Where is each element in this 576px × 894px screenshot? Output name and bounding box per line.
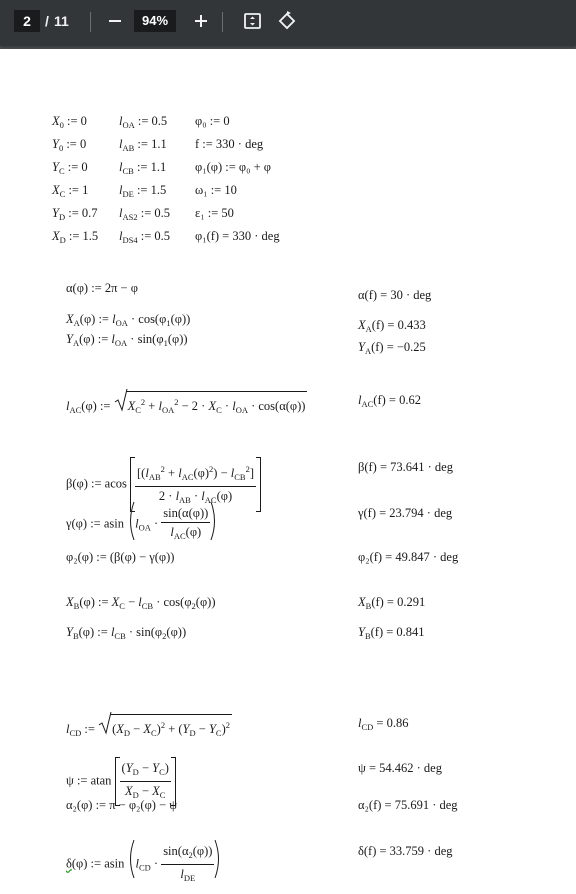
rotate-button[interactable] (274, 8, 300, 34)
result-psi: ψ = 54.462 · deg (358, 761, 442, 775)
def-phi0: φ₀ := 0 (195, 114, 230, 128)
result-beta: β(f) = 73.641 · deg (358, 460, 453, 474)
document-page (0, 49, 576, 894)
def-yc: $Y_C$ := 0 (52, 160, 88, 176)
formula-alpha: α(φ) := 2π − φ (66, 281, 138, 295)
def-lcb: $l_{CB}$ := 1.1 (119, 160, 167, 176)
result-delta: δ(f) = 33.759 · deg (358, 844, 453, 858)
result-lac: $l_{AC}(f) = 0.62$ (358, 393, 421, 409)
result-alpha2: α₂(f) = 75.691 · deg (358, 798, 458, 812)
def-lde: $l_{DE}$ := 1.5 (119, 183, 167, 199)
formula-lac: $l_{AC}(\varphi)$ := $X_C^2 + l_{OA}^2 - 2 \cdot X_C \cdot l_{OA} \cdot \cos(\alpha(\varphi))$ (66, 391, 307, 418)
formula-yb: $Y_B(\varphi)$ := $l_{CB} \cdot \sin(\varphi_2(\varphi))$ (66, 625, 187, 641)
formula-delta: δ(φ) := asin $l_{CD}$ · $\frac{\sin(\alpha_2(\varphi))}{l_{DE}}$ (66, 843, 222, 886)
result-xa: $X_A(f) = 0.433$ (358, 318, 426, 334)
def-f: f := 330 · deg (195, 137, 264, 151)
formula-gamma: γ(φ) := asin $l_{OA}$ · $\frac{\sin(\alpha(\varphi))}{l_{AC}(\varphi)}$ (66, 505, 218, 544)
def-omega1: ω₁ := 10 (195, 183, 237, 197)
toolbar-divider (222, 12, 223, 32)
result-alpha: α(f) = 30 · deg (358, 288, 432, 302)
res-phi1: φ₁(f) = 330 · deg (195, 229, 280, 243)
formula-xa: $X_A(\varphi)$ := $l_{OA} \cdot \cos(\varphi_1(\varphi))$ (66, 312, 191, 328)
formula-ya: $Y_A(\varphi)$ := $l_{OA} \cdot \sin(\varphi_1(\varphi))$ (66, 332, 188, 348)
result-lcd: $l_{CD} = 0.86$ (358, 716, 409, 732)
def-x0: $X_0$ := 0 (52, 114, 87, 130)
def-yd: $Y_D$ := 0.7 (52, 206, 98, 222)
def-xc: $X_C$ := 1 (52, 183, 89, 199)
toolbar-divider (90, 12, 91, 32)
result-xb: $X_B(f) = 0.291$ (358, 595, 426, 611)
formula-xb: $X_B(\varphi)$ := $X_C - l_{CB} \cdot \cos(\varphi_2(\varphi))$ (66, 595, 216, 611)
page-separator: / (45, 13, 49, 29)
result-ya: $Y_A(f) = -0.25$ (358, 340, 426, 356)
def-y0: $Y_0$ := 0 (52, 137, 87, 153)
def-loa: $l_{OA}$ := 0.5 (119, 114, 168, 130)
def-phi1: φ₁(φ) := φ₀ + φ (195, 160, 271, 174)
formula-alpha2: α₂(φ) := π − φ₂(φ) − ψ (66, 798, 178, 812)
total-pages: 11 (54, 13, 69, 29)
def-eps1: ε₁ := 50 (195, 206, 234, 220)
result-yb: $Y_B(f) = 0.841$ (358, 625, 425, 641)
formula-psi: ψ := atan $\frac{(Y_D - Y_C)}{X_D - X_C}$ (66, 759, 176, 804)
zoom-level-input[interactable]: 94% (134, 10, 176, 32)
def-lab: $l_{AB}$ := 1.1 (119, 137, 167, 153)
minus-icon (102, 8, 128, 34)
formula-beta: β(φ) := acos $\frac{[(l_{AB}^2 + l_{AC}(\varphi)^2) - l_{CB}^2]}{2 \cdot l_{AB} \cdot l_{AC}(\varphi)}$ (66, 459, 261, 510)
plus-icon (188, 8, 214, 34)
zoom-out-button[interactable] (102, 8, 128, 34)
fit-page-icon (240, 8, 266, 34)
fit-page-button[interactable] (240, 8, 266, 34)
page-number-input[interactable]: 2 (14, 10, 40, 32)
formula-phi2: φ₂(φ) := (β(φ) − γ(φ)) (66, 550, 175, 564)
def-las2: $l_{AS2}$ := 0.5 (119, 206, 171, 222)
result-gamma: γ(f) = 23.794 · deg (358, 506, 453, 520)
def-xd: $X_D$ := 1.5 (52, 229, 99, 245)
zoom-in-button[interactable] (188, 8, 214, 34)
def-lds4: $l_{DS4}$ := 0.5 (119, 229, 171, 245)
formula-lcd: $l_{CD}$ := $(X_D - X_C)^2 + (Y_D - Y_C)^2$ (66, 714, 232, 741)
rotate-icon (274, 8, 300, 34)
pdf-toolbar (0, 0, 576, 46)
result-phi2: φ₂(f) = 49.847 · deg (358, 550, 459, 564)
